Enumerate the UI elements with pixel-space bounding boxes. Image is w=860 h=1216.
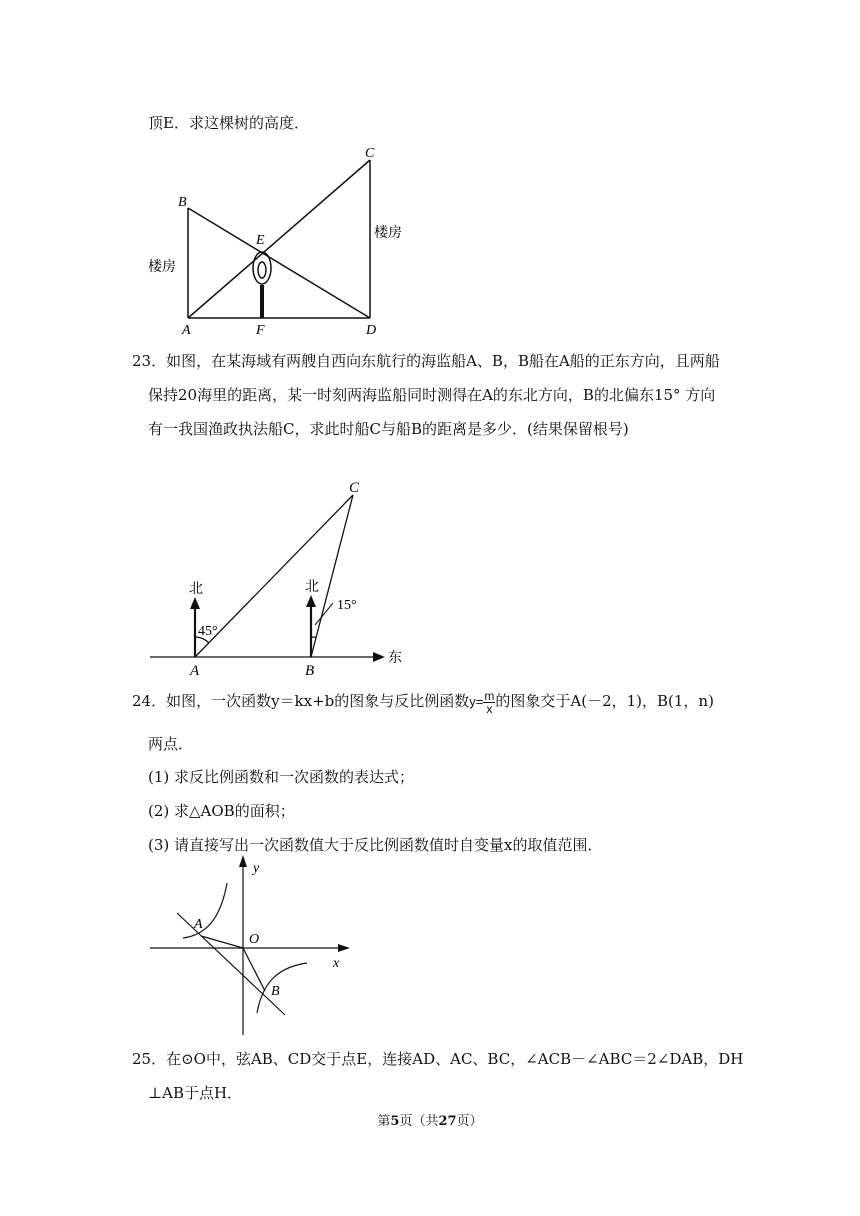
q24-hyperbola-branch-4 [257,963,307,1013]
q22-label-E: E [256,233,265,248]
q23-north-arrow-B [306,595,316,607]
footer-pre: 第 [377,1114,391,1129]
q22-label-B: B [178,195,187,210]
q25-line1: 25．在⊙O中，弦AB、CD交于点E，连接AD、AC、BC，∠ACB－∠ABC＝2∠DAB，DH [132,1050,744,1068]
q24-y-arrow [239,855,247,867]
q24-label-B: B [271,984,280,999]
q22-label-F: F [256,323,265,338]
footer-page-number: 5 [390,1114,400,1129]
q24-line1-a: 24．如图，一次函数y＝kx+b的图象与反比例函数 [132,692,470,710]
q22-tree-crown [253,252,271,284]
q22-text-tail: 顶E．求这棵树的高度． [148,114,309,132]
q22-label-building-left: 楼房 [148,259,176,275]
q24-sub1: (1) 求反比例函数和一次函数的表达式； [148,768,415,786]
q22-figure [140,140,420,340]
footer-post: 页） [456,1114,483,1129]
q22-label-C: C [365,146,375,161]
q24-fraction [483,690,495,715]
q23-label-45: 45° [198,624,218,639]
q24-line2: 两点． [148,735,194,753]
q24-x-arrow [338,944,350,952]
q22-line-BD [188,208,370,318]
q24-label-O: O [249,932,260,947]
q22-label-D: D [366,323,377,338]
q24-line1-b: 的图象交于A(－2，1)，B(1，n) [495,692,714,710]
q23-north-arrow-A [190,597,200,609]
q24-hyperbola-branch-2 [183,883,227,938]
q23-arc-15 [311,637,316,638]
q23-label-B: B [305,663,315,679]
q23-label-north-A: 北 [189,581,203,597]
page-footer [0,1110,860,1129]
q22-tree-crown-inner [258,262,266,278]
q24-segment-OB [243,948,265,991]
q25-line2: ⊥AB于点H． [148,1084,243,1102]
q24-figure [145,855,355,1040]
q22-line-AC [188,160,370,318]
q24-line1 [132,690,714,715]
q23-line1: 23．如图，在某海域有两艘自西向东航行的海监船A、B，B船在A船的正东方向，且两船 [132,352,720,370]
q23-line3: 有一我国渔政执法船C，求此时船C与船B的距离是多少．(结果保留根号) [148,420,629,438]
q23-line-AC [195,495,353,657]
q24-frac-num: m [484,689,495,704]
q24-label-x: x [333,956,340,971]
q23-figure [145,475,415,680]
q23-label-A: A [190,663,200,679]
q24-formula [469,689,495,717]
q24-frac-den: x [486,702,493,717]
q22-label-A: A [182,323,191,338]
q23-line2: 保持20海里的距离，某一时刻两海监船同时测得在A的东北方向，B的北偏东15° 方向 [148,386,716,404]
q24-label-A: A [194,917,203,932]
q24-formula-lhs: y= [469,694,484,709]
q24-label-y: y [253,861,260,876]
q23-label-north-B: 北 [305,579,319,595]
footer-total-pages: 27 [438,1114,457,1129]
q24-sub3: (3) 请直接写出一次函数值大于反比例函数值时自变量x的取值范围． [148,836,603,854]
q22-label-building-right: 楼房 [374,225,402,241]
q23-label-C: C [349,480,360,496]
footer-mid: 页（共 [399,1114,439,1129]
q23-label-15: 15° [337,598,357,613]
q24-sub2: (2) 求△AOB的面积； [148,802,295,820]
q23-east-arrow [373,652,385,662]
q23-line-BC [311,495,353,657]
q23-label-east: 东 [388,650,402,666]
